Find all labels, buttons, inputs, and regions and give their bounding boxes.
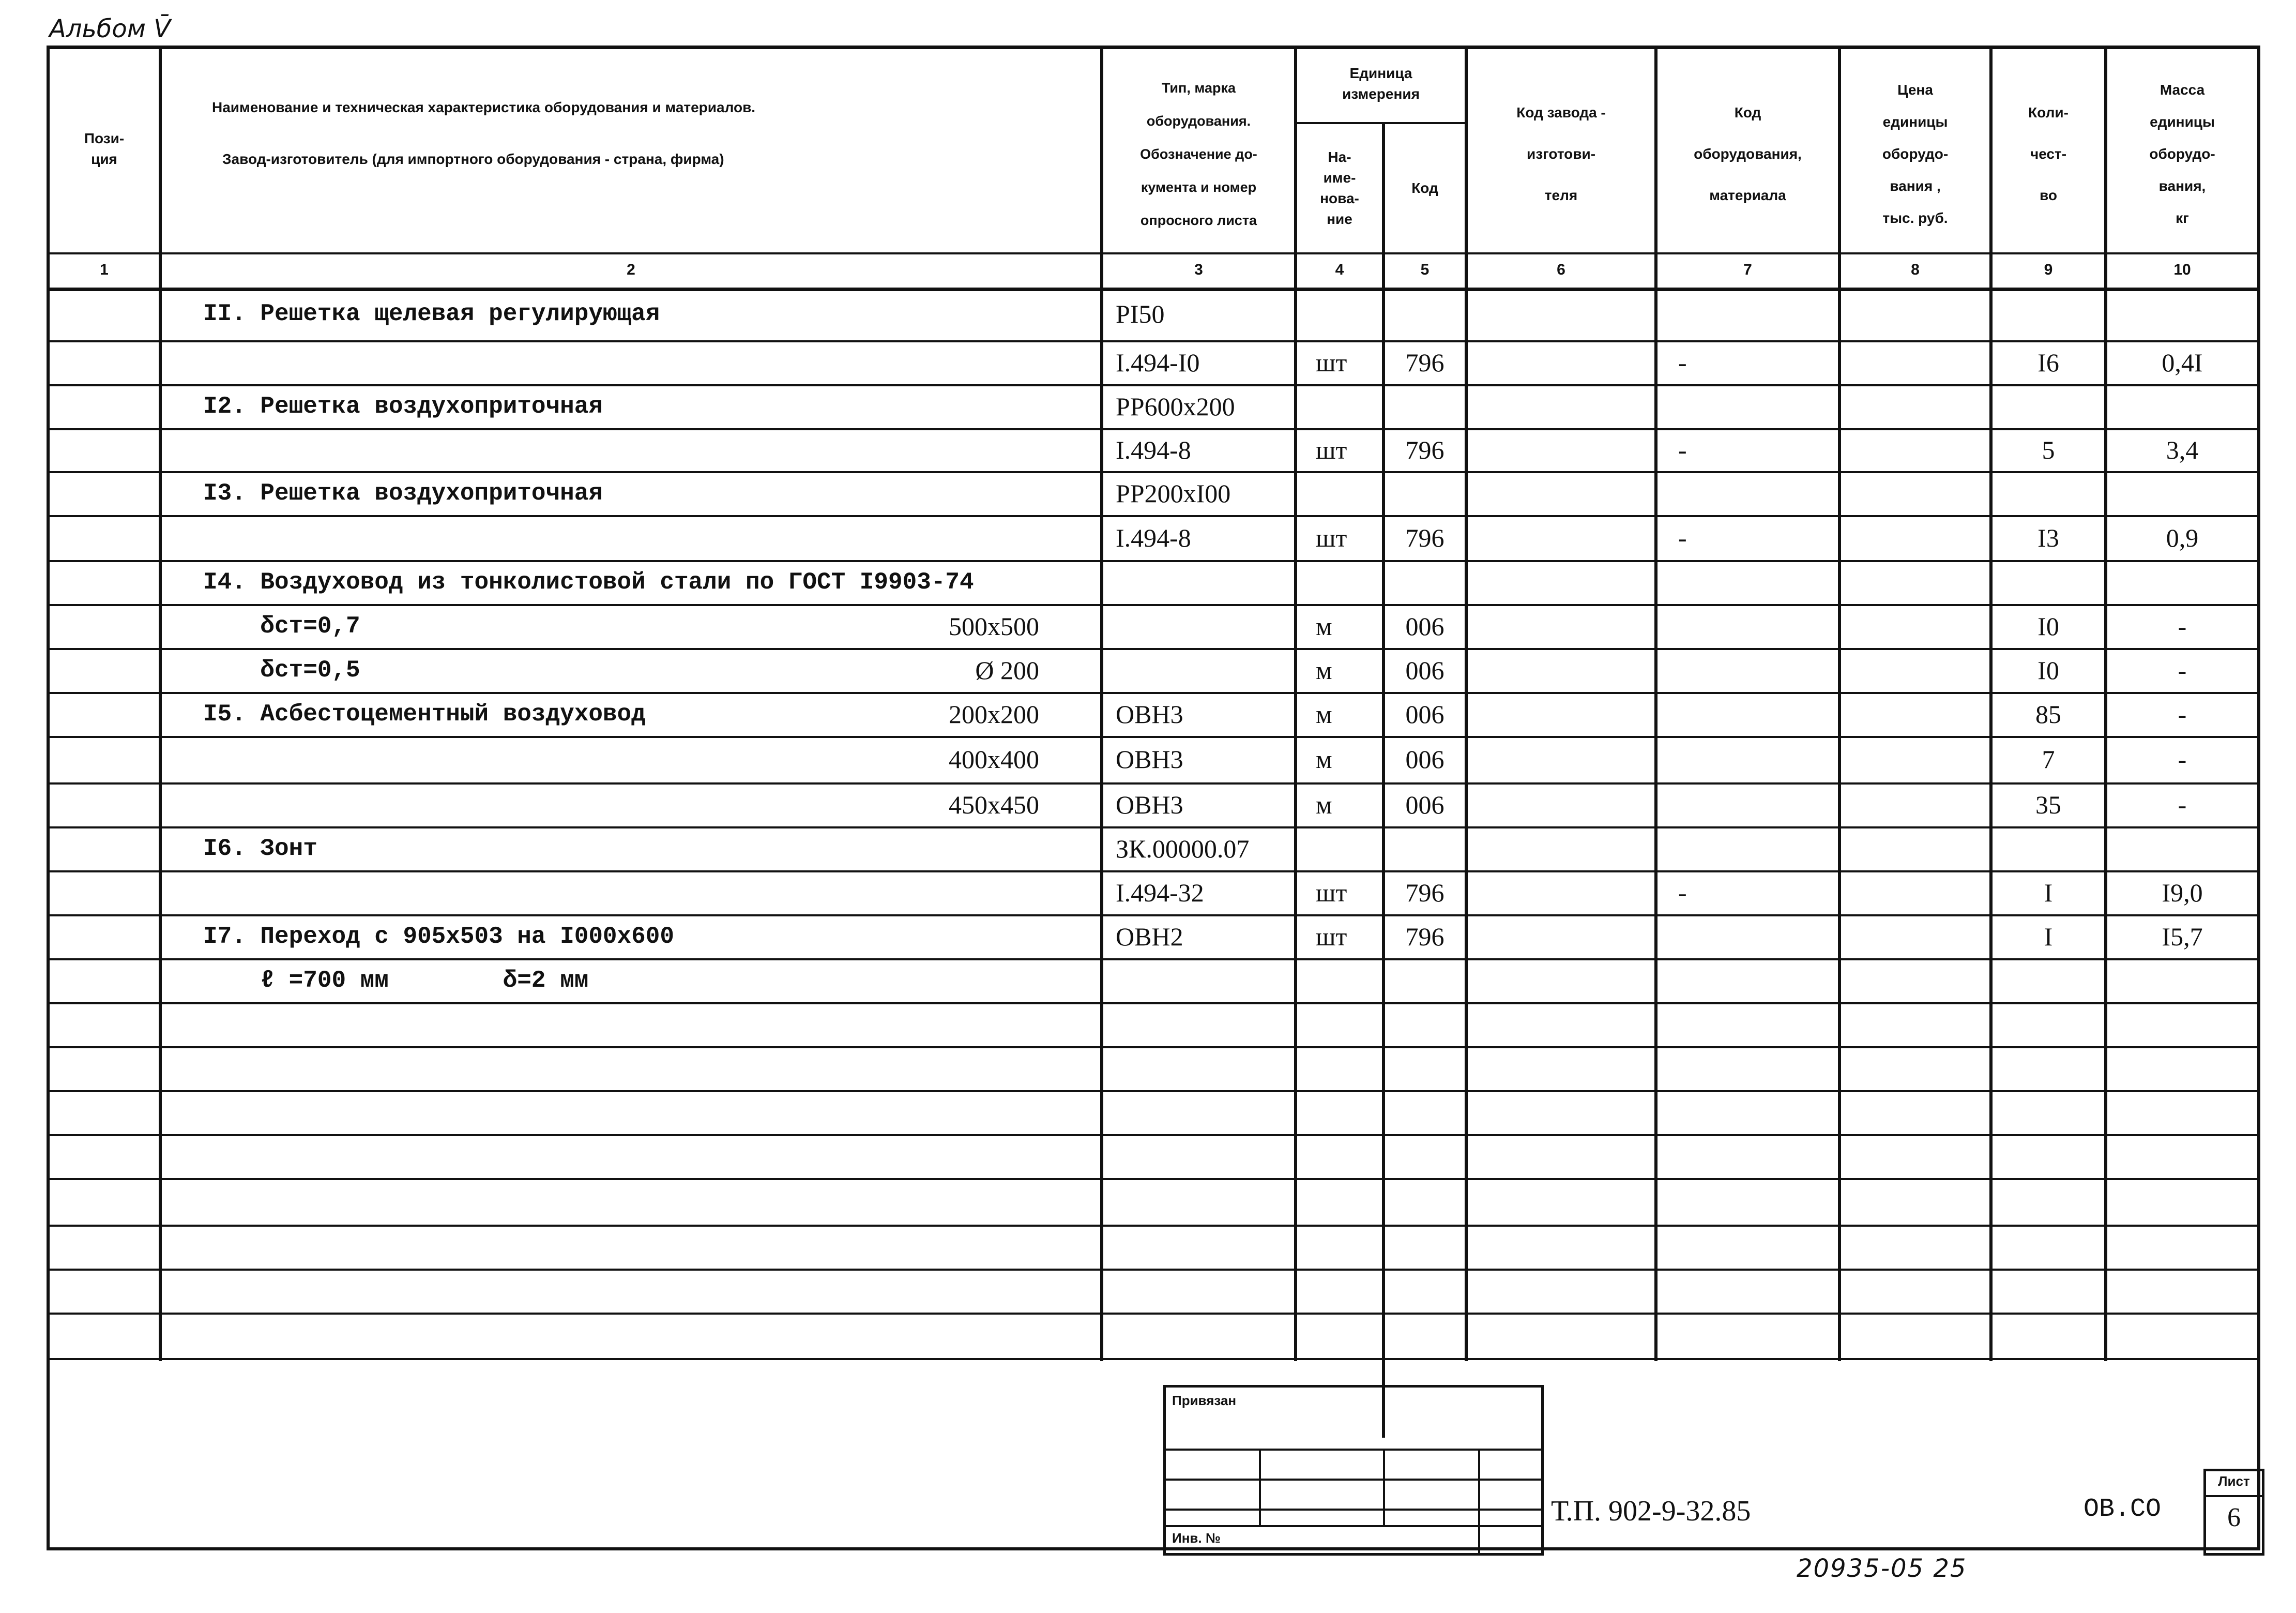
- item-dimension: [853, 428, 1060, 471]
- item-name: I4. Воздуховод из тонколистовой стали по ГОСТ I9903-74: [203, 568, 974, 596]
- header-name-line1: Наименование и техническая характеристика оборудования и материалов.: [212, 99, 756, 115]
- specification-table: [47, 46, 2260, 1361]
- item-name: I6. Зонт: [203, 835, 317, 862]
- item-dimension: Ø 200: [975, 655, 1039, 685]
- unit-mass: -: [2178, 790, 2187, 819]
- sheet-number: 6: [2227, 1503, 2241, 1532]
- unit-mass: -: [2178, 655, 2187, 685]
- item-type: [1116, 958, 1294, 1002]
- unit-mass: 0,9: [2166, 523, 2199, 552]
- item-type: ЗК.00000.07: [1116, 834, 1250, 863]
- item-name: [203, 736, 937, 782]
- item-name: [203, 515, 937, 560]
- item-name: δст=0,5: [203, 656, 360, 684]
- item-name: I2. Решетка воздухоприточная: [203, 393, 603, 420]
- unit-mass: -: [2178, 699, 2187, 729]
- equipment-code: [1678, 914, 1838, 958]
- equipment-code: -: [1678, 878, 1687, 907]
- unit-code: 796: [1405, 523, 1444, 552]
- col-number: 10: [2173, 261, 2191, 278]
- item-dimension: [853, 384, 1060, 428]
- unit-mass: [2107, 826, 2257, 870]
- title-block-frame: [47, 1361, 2260, 1550]
- unit-code: 006: [1405, 655, 1444, 685]
- unit-name: шт: [1316, 878, 1347, 907]
- item-type: ОВН3: [1116, 790, 1183, 819]
- item-dimension: [853, 560, 1060, 604]
- unit-mass: [2107, 958, 2257, 1002]
- unit-code: 796: [1405, 348, 1444, 377]
- quantity: [1993, 471, 2104, 515]
- unit-mass: [2107, 471, 2257, 515]
- header-unit: Единица измерения: [1342, 65, 1420, 102]
- equipment-code: [1678, 604, 1838, 648]
- equipment-code: [1678, 826, 1838, 870]
- item-type: [1116, 560, 1294, 604]
- document-code: Т.П. 902-9-32.85: [1551, 1495, 1751, 1527]
- item-name: [203, 870, 937, 914]
- item-type: ОВН3: [1116, 745, 1183, 774]
- col-number: 5: [1420, 261, 1430, 278]
- unit-name: м: [1316, 655, 1332, 685]
- unit-code: 796: [1405, 922, 1444, 951]
- stamp-inventory-label: Инв. №: [1172, 1530, 1221, 1546]
- header-factory-code: Код завода - изготови- теля: [1516, 104, 1606, 203]
- equipment-code: [1678, 692, 1838, 736]
- linking-stamp: [1163, 1385, 1544, 1556]
- stamp-linked-label: Привязан: [1172, 1393, 1237, 1408]
- item-name: I7. Переход с 905x503 на I000x600: [203, 923, 674, 950]
- equipment-code: [1678, 648, 1838, 692]
- item-dimension: [853, 340, 1060, 384]
- item-dimension: 200x200: [949, 699, 1039, 729]
- unit-name: м: [1316, 790, 1332, 819]
- unit-mass: -: [2178, 745, 2187, 774]
- sheet-label: Лист: [2218, 1473, 2250, 1489]
- item-type: PI50: [1116, 299, 1165, 328]
- quantity: 85: [2035, 699, 2061, 729]
- unit-mass: -: [2178, 611, 2187, 641]
- equipment-code: [1678, 782, 1838, 826]
- equipment-code: [1678, 471, 1838, 515]
- album-label: Альбом V̄: [49, 14, 171, 43]
- quantity: I: [2044, 878, 2053, 907]
- unit-code: 006: [1405, 745, 1444, 774]
- unit-code: 006: [1405, 611, 1444, 641]
- equipment-code: [1678, 958, 1838, 1002]
- unit-code: [1385, 560, 1465, 604]
- unit-code: 796: [1405, 435, 1444, 464]
- quantity: I6: [2037, 348, 2059, 377]
- unit-mass: [2107, 384, 2257, 428]
- unit-name: [1316, 826, 1382, 870]
- equipment-code: [1678, 736, 1838, 782]
- header-unit-name: На- име- нова- ние: [1320, 149, 1359, 227]
- unit-name: [1316, 384, 1382, 428]
- quantity: [1993, 288, 2104, 340]
- equipment-code: [1678, 288, 1838, 340]
- item-type: ОВН2: [1116, 922, 1183, 951]
- quantity: 35: [2035, 790, 2061, 819]
- unit-name: шт: [1316, 922, 1347, 951]
- item-type: I.494-8: [1116, 435, 1191, 464]
- item-type: I.494-I0: [1116, 348, 1200, 377]
- item-type: PP600x200: [1116, 391, 1235, 421]
- unit-mass: 0,4I: [2162, 348, 2203, 377]
- quantity: I3: [2037, 523, 2059, 552]
- item-name: δст=0,7: [203, 612, 360, 640]
- header-unit-code: Код: [1411, 180, 1438, 196]
- equipment-code: -: [1678, 523, 1687, 552]
- unit-mass: 3,4: [2166, 435, 2199, 464]
- unit-code: [1385, 958, 1465, 1002]
- item-name: [203, 782, 937, 826]
- header-type: Тип, марка оборудования. Обозначение до- кумента и номер опросного листа: [1140, 80, 1257, 228]
- col-number: 3: [1194, 261, 1203, 278]
- unit-code: [1385, 471, 1465, 515]
- unit-code: 006: [1405, 790, 1444, 819]
- header-mass: Масса единицы оборудо- вания, кг: [2149, 82, 2215, 226]
- unit-code: [1385, 384, 1465, 428]
- unit-name: шт: [1316, 523, 1347, 552]
- unit-name: м: [1316, 699, 1332, 729]
- quantity: 7: [2042, 745, 2055, 774]
- quantity: 5: [2042, 435, 2055, 464]
- header-quantity: Коли- чест- во: [2028, 104, 2069, 203]
- quantity: I0: [2037, 611, 2059, 641]
- equipment-code: [1678, 560, 1838, 604]
- item-name: I3. Решетка воздухоприточная: [203, 479, 603, 507]
- col-number: 1: [100, 261, 109, 278]
- item-name: [203, 428, 937, 471]
- equipment-code: [1678, 384, 1838, 428]
- quantity: [1993, 384, 2104, 428]
- unit-code: 796: [1405, 878, 1444, 907]
- quantity: I: [2044, 922, 2053, 951]
- item-dimension: [853, 471, 1060, 515]
- unit-name: шт: [1316, 348, 1347, 377]
- col-number: 2: [627, 261, 635, 278]
- unit-name: [1316, 471, 1382, 515]
- item-name: [203, 340, 937, 384]
- item-dimension: [853, 870, 1060, 914]
- unit-name: м: [1316, 745, 1332, 774]
- item-dimension: [853, 958, 1060, 1002]
- unit-name: [1316, 288, 1382, 340]
- unit-code: [1385, 826, 1465, 870]
- unit-code: 006: [1405, 699, 1444, 729]
- col-number: 8: [1911, 261, 1920, 278]
- item-dimension: [853, 515, 1060, 560]
- header-name-line2: Завод-изготовитель (для импортного оборудования - страна, фирма): [222, 151, 724, 167]
- item-type: ОВН3: [1116, 699, 1183, 729]
- unit-name: шт: [1316, 435, 1347, 464]
- quantity: I0: [2037, 655, 2059, 685]
- col-number: 6: [1557, 261, 1565, 278]
- equipment-code: -: [1678, 435, 1687, 464]
- quantity: [1993, 560, 2104, 604]
- quantity: [1993, 826, 2104, 870]
- header-position: Пози- ция: [84, 130, 125, 167]
- item-dimension: 400x400: [949, 745, 1039, 774]
- item-type: [1116, 648, 1294, 692]
- item-name: I5. Асбестоцементный воздуховод: [203, 700, 646, 728]
- item-type: PP200xI00: [1116, 478, 1231, 508]
- unit-mass: [2107, 288, 2257, 340]
- col-number: 9: [2044, 261, 2053, 278]
- unit-mass: I5,7: [2162, 922, 2203, 951]
- col-number: 7: [1743, 261, 1752, 278]
- unit-code: [1385, 288, 1465, 340]
- item-name: ℓ =700 мм δ=2 мм: [203, 967, 589, 994]
- header-price: Цена единицы оборудо- вания , тыс. руб.: [1882, 82, 1949, 226]
- item-dimension: [853, 288, 1060, 340]
- sheet-number-box: [2203, 1469, 2264, 1556]
- archive-number: 20935-05 25: [1797, 1554, 1967, 1583]
- item-name: II. Решетка щелевая регулирующая: [203, 300, 660, 327]
- unit-name: м: [1316, 611, 1332, 641]
- unit-mass: I9,0: [2162, 878, 2203, 907]
- item-dimension: [853, 914, 1060, 958]
- unit-mass: [2107, 560, 2257, 604]
- header-equipment-code: Код оборудования, материала: [1694, 104, 1802, 203]
- item-type: I.494-32: [1116, 878, 1204, 907]
- unit-name: [1316, 958, 1382, 1002]
- col-number: 4: [1335, 261, 1344, 278]
- item-dimension: 450x450: [949, 790, 1039, 819]
- unit-name: [1316, 560, 1382, 604]
- quantity: [1993, 958, 2104, 1002]
- sheet-code: ОВ.СО: [2084, 1495, 2162, 1524]
- item-dimension: 500x500: [949, 611, 1039, 641]
- equipment-code: -: [1678, 348, 1687, 377]
- item-dimension: [853, 826, 1060, 870]
- item-type: I.494-8: [1116, 523, 1191, 552]
- item-type: [1116, 604, 1294, 648]
